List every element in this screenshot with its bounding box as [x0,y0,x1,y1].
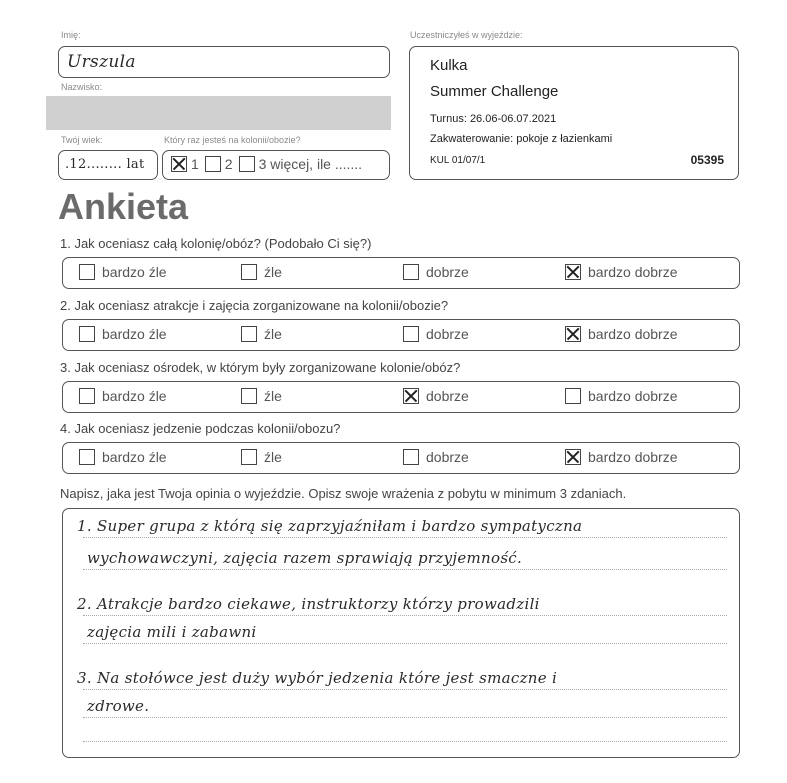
rating-option[interactable] [241,388,282,404]
checkbox[interactable] [565,264,581,280]
question-2-options [62,319,740,351]
which-time-option-label: 2 [224,156,233,172]
checkbox[interactable] [241,326,257,342]
answer-line-1: 1. Super grupa z którą się zaprzyjaźniłam i bardzo sympatyczna [77,517,583,535]
page-title: Ankieta [58,186,189,227]
checkbox[interactable] [403,388,419,404]
age-value: .12........ lat [65,157,145,172]
checkbox[interactable] [241,264,257,280]
which-time-checkbox-3[interactable] [239,156,255,172]
which-time-checkbox-2[interactable] [205,156,221,172]
first-name-label: Imię: [61,30,81,40]
question-4-text: 4. Jak oceniasz jedzenie podczas kolonii/obozu? [60,421,341,436]
age-label: Twój wiek: [61,135,103,145]
rating-label: bardzo źle [102,388,167,404]
which-time-option-label: 3 więcej, ile ....... [258,156,363,172]
checkbox[interactable] [79,326,95,342]
question-3-text: 3. Jak oceniasz ośrodek, w którym były zorganizowane kolonie/obóz? [60,360,461,375]
rating-label: bardzo źle [102,449,167,465]
trip-card [409,46,739,180]
answer-line-3: 2. Atrakcje bardzo ciekawe, instruktorzy którzy prowadzili [77,595,540,613]
rating-label: bardzo dobrze [588,264,678,280]
rating-option[interactable] [79,449,167,465]
rating-option[interactable] [79,388,167,404]
trip-label: Uczestniczyłeś w wyjeździe: [410,30,523,40]
question-1-text: 1. Jak oceniasz całą kolonię/obóz? (Podobało Ci się?) [60,236,372,251]
rating-option[interactable] [403,264,469,280]
rating-option[interactable] [565,449,678,465]
answer-line-4: zajęcia mili i zabawni [87,623,257,641]
question-3-options [62,381,740,413]
checkbox[interactable] [79,449,95,465]
trip-turnus: Turnus: 26.06-06.07.2021 [430,113,557,125]
rating-label: źle [264,326,282,342]
checkbox[interactable] [79,388,95,404]
which-time-field [162,150,390,180]
trip-name: Kulka [430,57,468,74]
rating-option[interactable] [565,388,678,404]
answer-line-2: wychowawczyni, zajęcia razem sprawiają przyjemność. [87,549,523,567]
checkbox[interactable] [241,388,257,404]
checkbox[interactable] [79,264,95,280]
rating-label: bardzo dobrze [588,388,678,404]
last-name-label: Nazwisko: [61,82,103,92]
rating-label: bardzo dobrze [588,449,678,465]
rating-option[interactable] [79,264,167,280]
answer-line-5: 3. Na stołówce jest duży wybór jedzenia które jest smaczne i [77,669,558,687]
rating-option[interactable] [565,326,678,342]
rating-option[interactable] [241,326,282,342]
checkbox[interactable] [403,264,419,280]
opinion-prompt: Napisz, jaka jest Twoja opinia o wyjeździe. Opisz swoje wrażenia z pobytu w minimum 3 zdaniach. [60,486,627,501]
redacted-last-name [46,96,391,130]
checkbox[interactable] [403,326,419,342]
first-name-value: Urszula [67,52,136,72]
which-time-checkbox-1[interactable] [171,156,187,172]
question-1-options [62,257,740,289]
rating-option[interactable] [241,264,282,280]
question-4-options [62,442,740,474]
rating-label: bardzo źle [102,326,167,342]
which-time-option-label: 1 [191,156,199,172]
trip-number: 05395 [690,153,724,167]
rating-label: dobrze [426,264,469,280]
trip-accommodation: Zakwaterowanie: pokoje z łazienkami [430,133,613,145]
trip-program: Summer Challenge [430,83,559,100]
first-name-field[interactable] [58,46,390,78]
rating-label: źle [264,449,282,465]
rating-option[interactable] [403,388,469,404]
rating-option[interactable] [403,449,469,465]
rating-label: źle [264,264,282,280]
which-time-label: Który raz jesteś na kolonii/obozie? [164,135,301,145]
rating-option[interactable] [241,449,282,465]
rating-label: dobrze [426,388,469,404]
question-2-text: 2. Jak oceniasz atrakcje i zajęcia zorganizowane na kolonii/obozie? [60,298,449,313]
rating-option[interactable] [79,326,167,342]
rating-label: dobrze [426,449,469,465]
rating-option[interactable] [565,264,678,280]
age-field[interactable] [58,150,158,180]
rating-label: bardzo dobrze [588,326,678,342]
rating-label: bardzo źle [102,264,167,280]
rating-label: dobrze [426,326,469,342]
checkbox[interactable] [565,326,581,342]
checkbox[interactable] [241,449,257,465]
trip-code: KUL 01/07/1 [430,155,486,166]
checkbox[interactable] [403,449,419,465]
checkbox[interactable] [565,449,581,465]
answer-line-6: zdrowe. [87,697,150,715]
checkbox[interactable] [565,388,581,404]
opinion-box[interactable] [62,508,740,758]
rating-option[interactable] [403,326,469,342]
rating-label: źle [264,388,282,404]
